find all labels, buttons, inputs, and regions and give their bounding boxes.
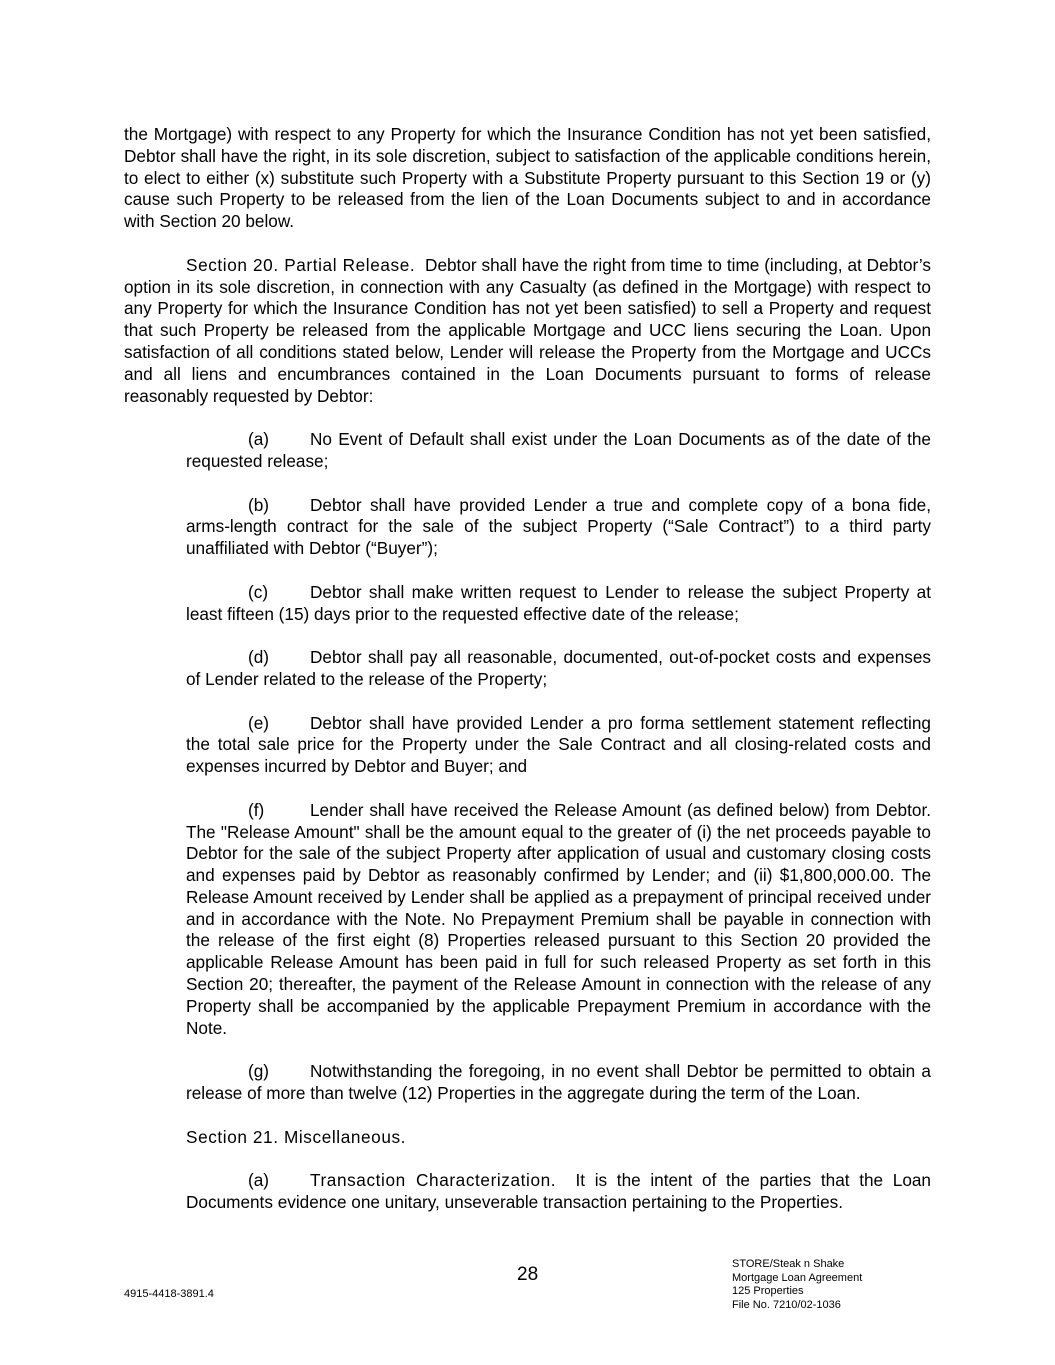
- list-item: [186, 1061, 931, 1105]
- list-item: [186, 647, 931, 691]
- list-item: [186, 495, 931, 560]
- item-label: (d): [248, 647, 270, 668]
- document-body: [124, 124, 931, 1214]
- intro-paragraph: the Mortgage) with respect to any Property for which the Insurance Condition has not yet been satisfied, Debtor shall have the right, in its sole discretion, subject to satisfaction of the applicable conditions herein, to elect to either (x) substitute such Property with a Substitute Property pursuant to this Section 19 or (y) cause such Property to be released from the lien of the Loan Documents subject to and in accordance with Section 20 below.: [124, 124, 931, 232]
- footer-line: Mortgage Loan Agreement: [732, 1271, 863, 1284]
- item-label: (c): [248, 581, 269, 602]
- footer-line: 125 Properties: [732, 1285, 804, 1298]
- section-21-item-a: [186, 1170, 931, 1214]
- list-item: [186, 429, 931, 473]
- item-text: Debtor shall pay all reasonable, documented, out-of-pocket costs and expenses of Lender related to the release of the Property;: [186, 647, 931, 689]
- footer-line: File No. 7210/02-1036: [732, 1298, 841, 1311]
- section-20-paragraph: [124, 255, 931, 408]
- item-text: Debtor shall have provided Lender a pro forma settlement statement reflecting the total sale price for the Property under the Sale Contract and all closing-related costs and expenses incurred by Debtor and Buyer; and: [186, 712, 931, 777]
- item-label: (e): [248, 712, 270, 733]
- section-20-text: Debtor shall have the right from time to time (including, at Debtor’s option in its sole discretion, in connection with any Casualty (as defined in the Mortgage) with respect to any Property for which the Insurance Condition has not yet been satisfied) to sell a Property and request that such Property be released from the applicable Mortgage and UCC liens securing the Loan. Upon satisfaction of all conditions stated below, Lender will release the Property from the Mortgage and UCCs and all liens and encumbrances contained in the Loan Documents pursuant to forms of release reasonably requested by Debtor:: [124, 254, 931, 406]
- item-text: Lender shall have received the Release Amount (as defined below) from Debtor. The "Release Amount" shall be the amount equal to the greater of (i) the net proceeds payable to Debtor for the sale of the subject Property after application of usual and customary closing costs and expenses paid by Debtor as reasonably confirmed by Lender; and (ii) $1,800,000.00. The Release Amount received by Lender shall be applied as a prepayment of principal received under and in accordance with the Note. No Prepayment Premium shall be payable in connection with the release of the first eight (8) Properties released pursuant to this Section 20 provided the applicable Release Amount has been paid in full for such released Property as set forth in this Section 20; thereafter, the payment of the Release Amount in connection with the release of any Property shall be accompanied by the applicable Prepayment Premium in accordance with the Note.: [186, 799, 931, 1038]
- item-text: Debtor shall have provided Lender a true and complete copy of a bona fide, arms-length contract for the sale of the subject Property (“Sale Contract”) to a third party unaffiliated with Debtor (“Buyer”);: [186, 494, 931, 559]
- list-item: [186, 713, 931, 778]
- item-text: It is the intent of the parties that the Loan Documents evidence one unitary, unseverable transaction pertaining to the Properties.: [186, 1170, 931, 1213]
- section-20-heading: Section 20. Partial Release.: [186, 254, 416, 275]
- list-item: [186, 800, 931, 1040]
- item-label: (a): [248, 1170, 270, 1191]
- page-number: 28: [517, 1264, 539, 1285]
- item-label: (b): [248, 494, 270, 515]
- list-item: [186, 582, 931, 626]
- section-20-items: [124, 429, 931, 1105]
- item-text: No Event of Default shall exist under the Loan Documents as of the date of the requested release;: [186, 429, 931, 471]
- footer-reference: [732, 1258, 862, 1312]
- item-label: (f): [248, 799, 265, 820]
- item-heading: Transaction Characterization.: [310, 1170, 557, 1191]
- footer-line: STORE/Steak n Shake: [732, 1258, 845, 1270]
- item-text: Debtor shall make written request to Lender to release the subject Property at least fifteen (15) days prior to the requested effective date of the release;: [186, 581, 931, 624]
- section-21-heading: Section 21. Miscellaneous.: [186, 1126, 407, 1147]
- item-text: Notwithstanding the foregoing, in no event shall Debtor be permitted to obtain a release of more than twelve (12) Properties in the aggregate during the term of the Loan.: [186, 1061, 931, 1104]
- item-label: (a): [248, 429, 270, 450]
- item-label: (g): [248, 1061, 270, 1082]
- document-id: 4915-4418-3891.4: [124, 1288, 214, 1300]
